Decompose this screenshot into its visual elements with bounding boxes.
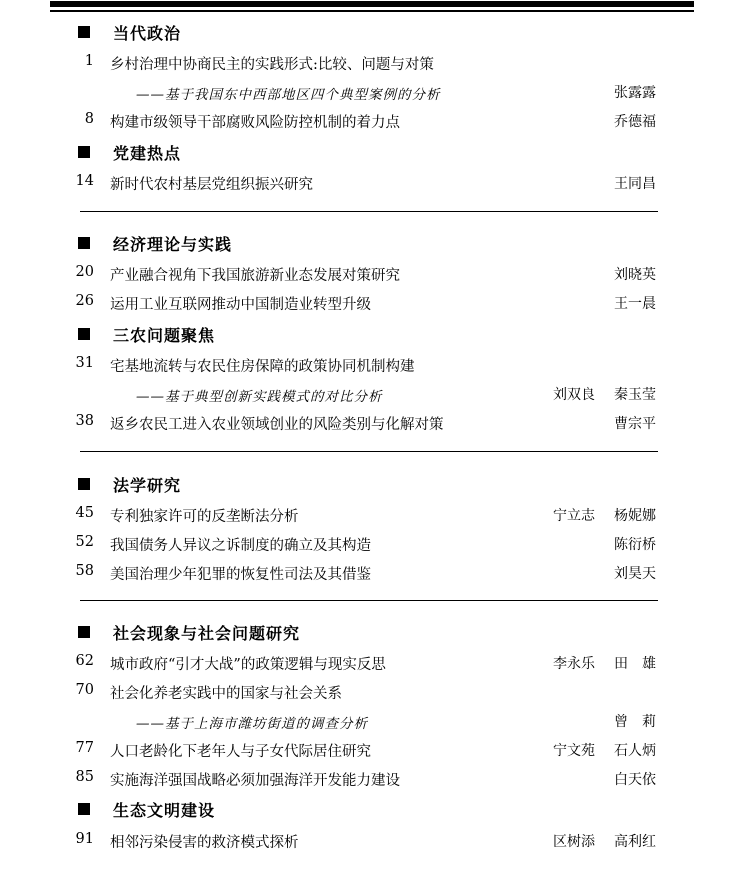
page-number: 77 [75, 740, 94, 756]
author-name: 乔德福 [614, 114, 656, 130]
section-title: 法学研究 [113, 475, 182, 495]
author-name: 张露露 [614, 85, 656, 101]
author-name: 杨妮娜 [614, 508, 656, 524]
section-header-ecology [78, 797, 215, 821]
section-title: 当代政治 [113, 23, 182, 43]
toc-entry[interactable] [0, 738, 746, 760]
author-name: 刘昊天 [614, 566, 656, 582]
page-number: 70 [75, 682, 94, 698]
top-thin-rule [50, 10, 694, 12]
article-title: 人口老龄化下老年人与子女代际居住研究 [110, 744, 371, 760]
article-title: 运用工业互联网推动中国制造业转型升级 [110, 297, 371, 313]
author-name: 陈衍桥 [614, 537, 656, 553]
author-name: 刘双良 [553, 387, 595, 403]
article-title: 产业融合视角下我国旅游新业态发展对策研究 [110, 268, 400, 284]
section-title: 生态文明建设 [113, 800, 216, 820]
author-name: 曹宗平 [614, 416, 656, 432]
article-title: 宅基地流转与农民住房保障的政策协同机制构建 [110, 359, 415, 375]
article-title: 实施海洋强国战略必须加强海洋开发能力建设 [110, 773, 400, 789]
section-square-icon [78, 626, 90, 638]
author-name: 石人炳 [614, 743, 656, 759]
article-title: 社会化养老实践中的国家与社会关系 [110, 686, 342, 702]
page-number: 52 [75, 534, 94, 550]
toc-entry[interactable] [0, 829, 746, 851]
toc-entry[interactable] [0, 262, 746, 284]
article-subtitle: ——基于我国东中西部地区四个典型案例的分析 [136, 87, 441, 103]
section-divider [80, 600, 658, 601]
article-title: 专利独家许可的反垄断法分析 [110, 509, 299, 525]
toc-entry[interactable] [0, 353, 746, 375]
author-name: 曾 莉 [614, 714, 656, 730]
section-title: 经济理论与实践 [113, 234, 233, 254]
page-number: 20 [75, 264, 94, 280]
page-number: 91 [75, 831, 94, 847]
top-thick-rule [50, 1, 694, 7]
article-subtitle: ——基于典型创新实践模式的对比分析 [136, 389, 383, 405]
section-header-agriculture [78, 322, 215, 346]
article-title: 城市政府“引才大战”的政策逻辑与现实反思 [110, 657, 386, 673]
page-number: 45 [75, 505, 94, 521]
page-number: 62 [75, 653, 94, 669]
section-header-society [78, 620, 300, 644]
author-name: 刘晓英 [614, 267, 656, 283]
toc-entry[interactable] [0, 532, 746, 554]
section-square-icon [78, 26, 90, 38]
section-header-economics [78, 231, 232, 255]
article-title: 我国债务人异议之诉制度的确立及其构造 [110, 538, 371, 554]
article-title: 乡村治理中协商民主的实践形式:比较、问题与对策 [110, 57, 434, 73]
author-name: 白天依 [614, 772, 656, 788]
toc-entry[interactable] [0, 561, 746, 583]
author-name: 高利红 [614, 834, 656, 850]
article-subtitle: ——基于上海市潍坊街道的调查分析 [136, 716, 368, 732]
section-square-icon [78, 803, 90, 815]
author-name: 区树添 [553, 834, 595, 850]
section-title: 社会现象与社会问题研究 [113, 623, 301, 643]
section-header-party-building [78, 140, 181, 164]
toc-entry[interactable] [0, 109, 746, 131]
section-square-icon [78, 237, 90, 249]
author-name: 宁立志 [553, 508, 595, 524]
toc-entry[interactable] [0, 171, 746, 193]
page-number: 8 [84, 111, 94, 127]
section-square-icon [78, 478, 90, 490]
section-square-icon [78, 146, 90, 158]
page-number: 14 [75, 173, 94, 189]
toc-entry[interactable] [0, 411, 746, 433]
author-name: 李永乐 [553, 656, 595, 672]
toc-entry[interactable] [0, 767, 746, 789]
section-title: 党建热点 [113, 143, 182, 163]
toc-entry-subtitle[interactable] [0, 382, 746, 404]
section-header-politics [78, 20, 181, 44]
page-number: 31 [75, 355, 94, 371]
author-name: 王同昌 [614, 176, 656, 192]
article-title: 返乡农民工进入农业领域创业的风险类别与化解对策 [110, 417, 444, 433]
toc-entry[interactable] [0, 680, 746, 702]
toc-entry-subtitle[interactable] [0, 80, 746, 102]
toc-entry[interactable] [0, 51, 746, 73]
page-number: 26 [75, 293, 94, 309]
article-title: 构建市级领导干部腐败风险防控机制的着力点 [110, 115, 400, 131]
section-divider [80, 451, 658, 452]
section-header-law [78, 472, 181, 496]
page-number: 38 [75, 413, 94, 429]
section-title: 三农问题聚焦 [113, 325, 216, 345]
author-name: 秦玉莹 [614, 387, 656, 403]
article-title: 相邻污染侵害的救济模式探析 [110, 835, 299, 851]
toc-entry[interactable] [0, 291, 746, 313]
toc-entry[interactable] [0, 651, 746, 673]
author-name: 宁文苑 [553, 743, 595, 759]
toc-entry[interactable] [0, 503, 746, 525]
section-divider [80, 211, 658, 212]
page-number: 1 [84, 53, 94, 69]
author-name: 田 雄 [614, 656, 656, 672]
section-square-icon [78, 328, 90, 340]
page-number: 85 [75, 769, 94, 785]
page-number: 58 [75, 563, 94, 579]
author-name: 王一晨 [614, 296, 656, 312]
toc-entry-subtitle[interactable] [0, 709, 746, 731]
article-title: 美国治理少年犯罪的恢复性司法及其借鉴 [110, 567, 371, 583]
article-title: 新时代农村基层党组织振兴研究 [110, 177, 313, 193]
